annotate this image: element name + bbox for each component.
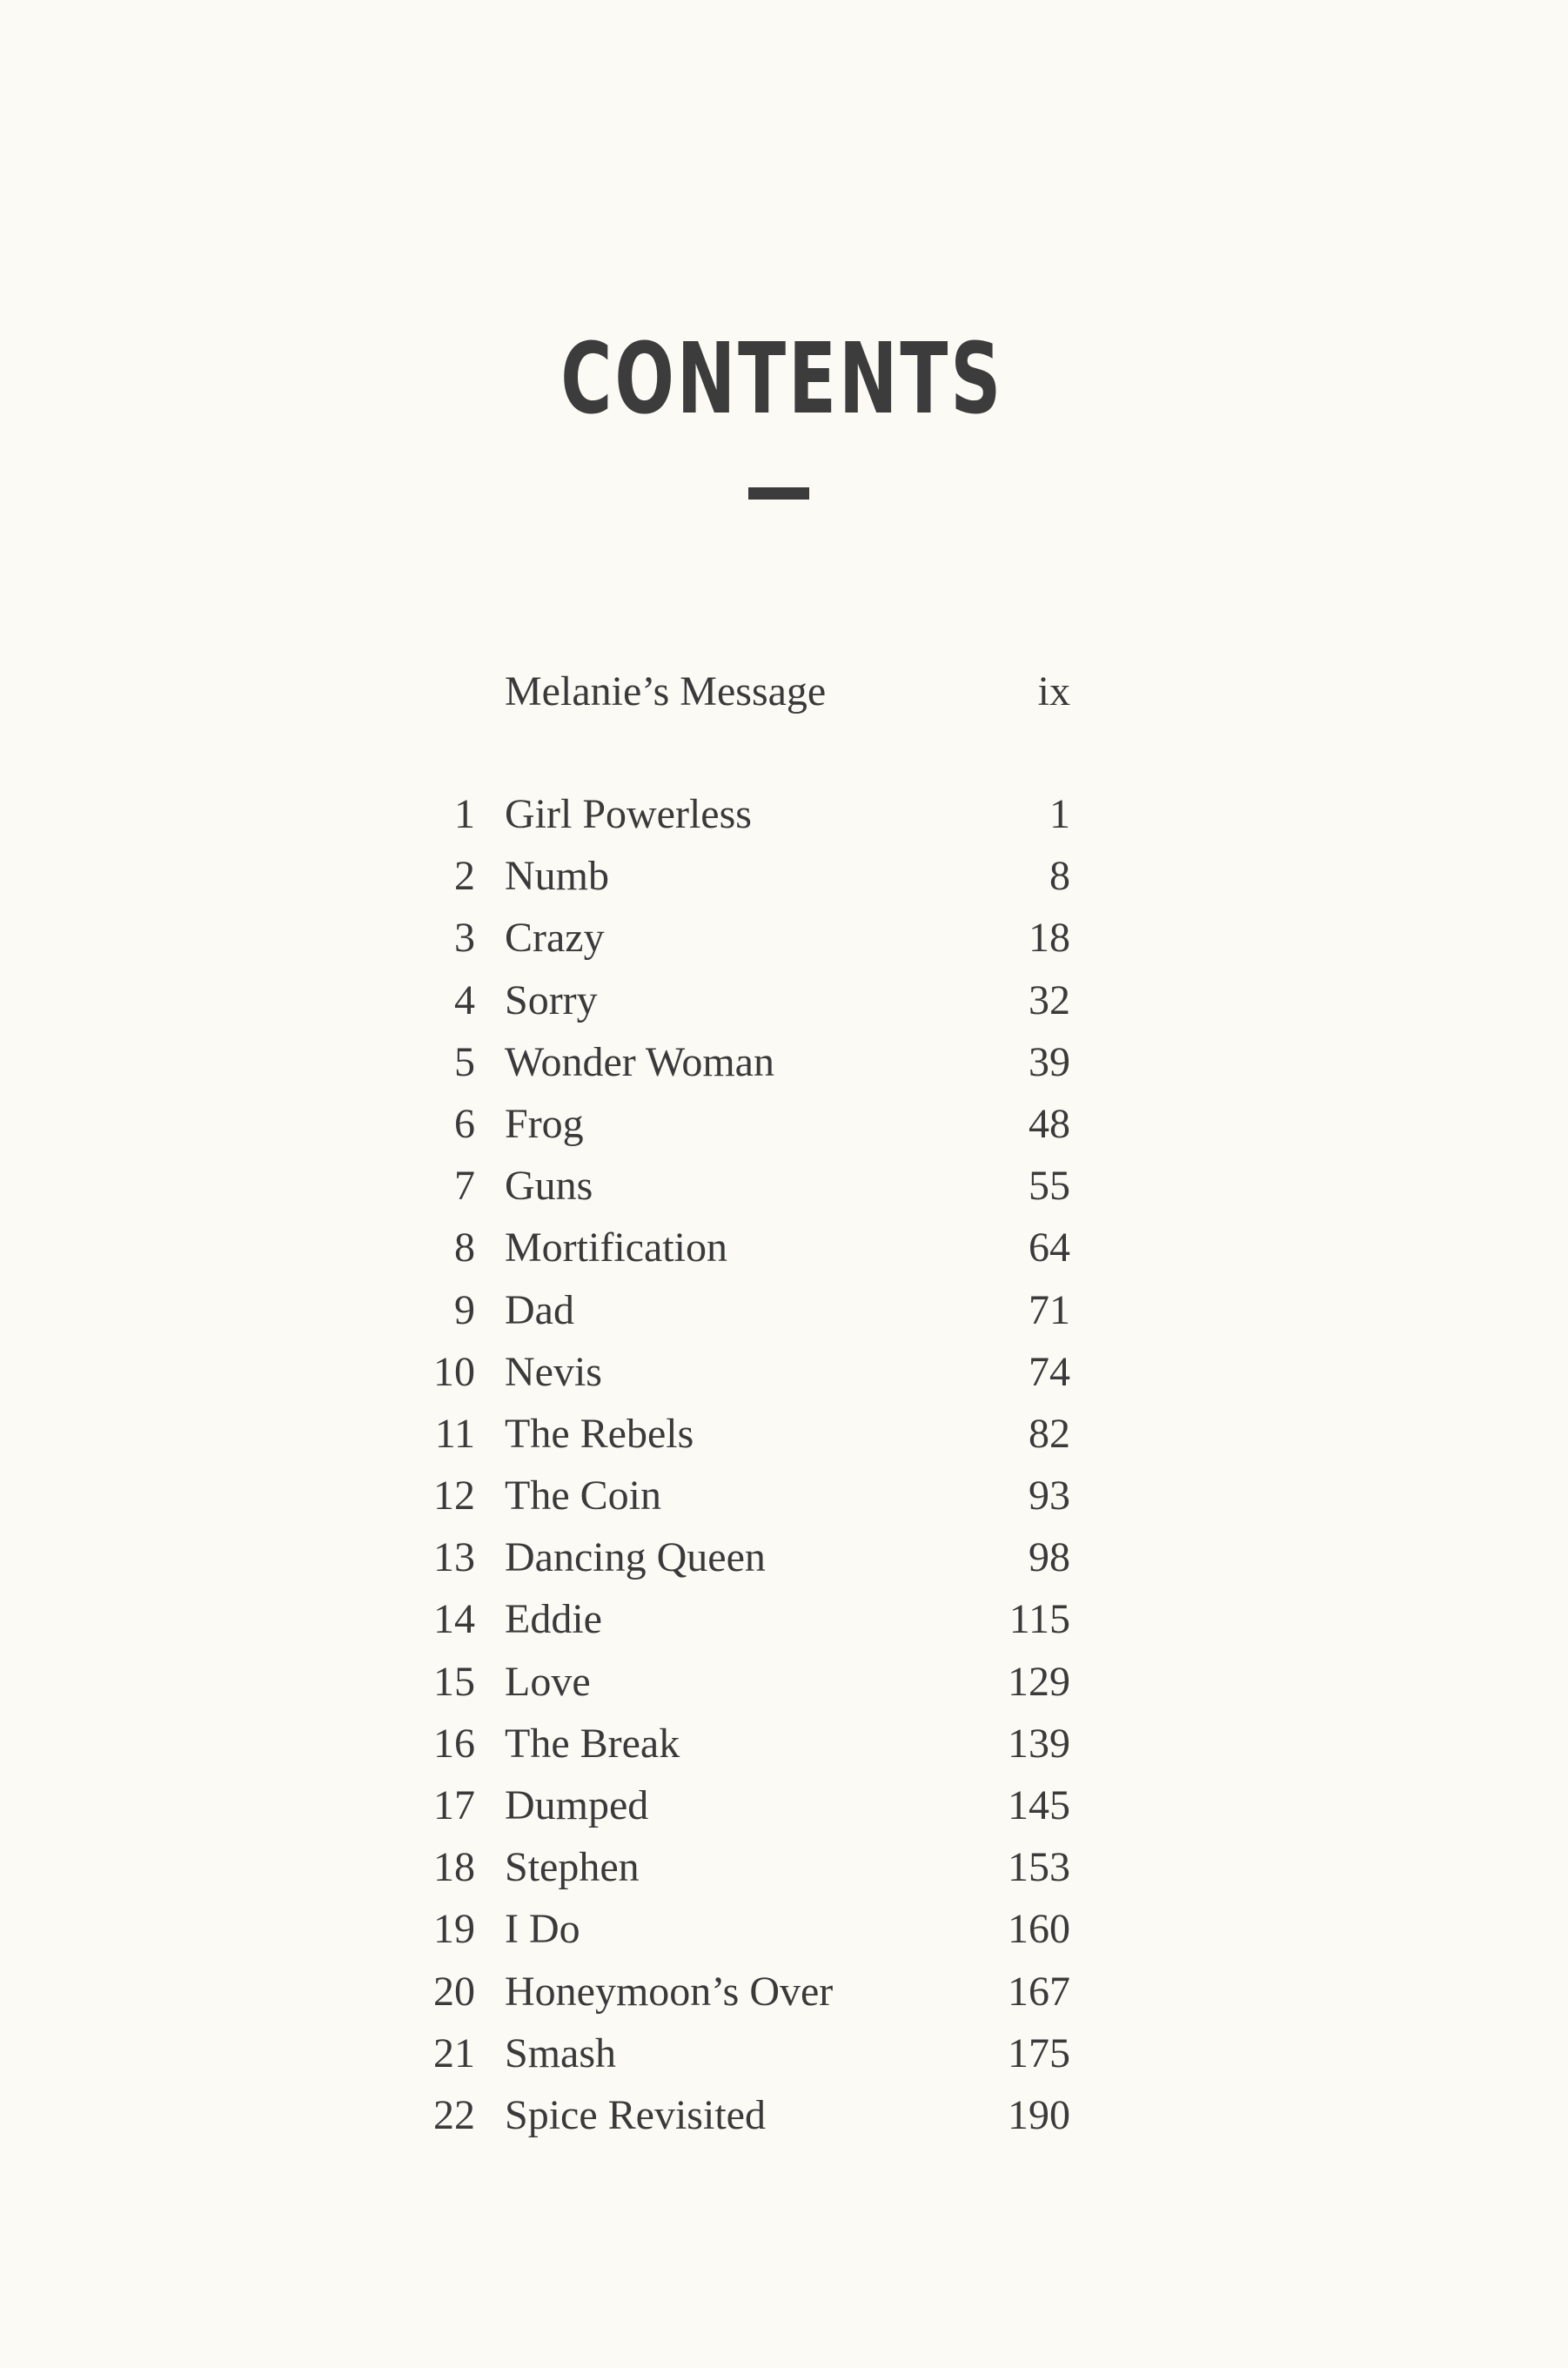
chapter-title: Guns <box>505 1163 593 1210</box>
chapter-title: Dad <box>505 1286 574 1333</box>
chapter-title: Frog <box>505 1100 584 1147</box>
chapter-page-number: 1 <box>1049 791 1070 837</box>
chapter-number: 11 <box>434 1410 475 1457</box>
chapter-page-number: 82 <box>1029 1410 1070 1457</box>
chapter-page-number: 160 <box>1008 1906 1070 1953</box>
chapter-title: The Coin <box>505 1472 661 1519</box>
chapter-number: 8 <box>454 1224 475 1271</box>
preface-title: Melanie’s Message <box>505 668 827 714</box>
chapter-page-number: 190 <box>1008 2091 1070 2138</box>
chapter-page-number: 167 <box>1008 1968 1070 2015</box>
chapter-title: Crazy <box>505 915 605 962</box>
chapter-page-number: 129 <box>1008 1658 1070 1705</box>
chapter-number: 14 <box>433 1596 475 1643</box>
chapter-title: Stephen <box>505 1844 640 1891</box>
chapter-title: Spice Revisited <box>505 2091 766 2138</box>
chapter-title: Numb <box>505 853 609 900</box>
chapter-number: 21 <box>433 2029 475 2076</box>
chapter-title: Sorry <box>505 976 598 1023</box>
chapter-page-number: 153 <box>1008 1844 1070 1891</box>
chapter-number: 10 <box>433 1348 475 1395</box>
chapter-page-number: 39 <box>1029 1038 1070 1085</box>
chapter-number: 13 <box>433 1534 475 1581</box>
chapter-row <box>400 1526 1070 1588</box>
chapter-row <box>400 2023 1070 2084</box>
chapter-title: Mortification <box>505 1224 727 1271</box>
chapter-number: 2 <box>454 853 475 900</box>
chapter-row <box>400 907 1070 969</box>
chapter-number: 6 <box>454 1100 475 1147</box>
chapter-row <box>400 1836 1070 1898</box>
chapter-list <box>400 783 1070 2146</box>
chapter-row <box>400 1403 1070 1465</box>
chapter-number: 22 <box>433 2091 475 2138</box>
chapter-number: 7 <box>454 1163 475 1210</box>
chapter-page-number: 115 <box>1008 1596 1070 1643</box>
chapter-number: 18 <box>433 1844 475 1891</box>
chapter-page-number: 145 <box>1008 1782 1070 1828</box>
chapter-row <box>400 1217 1070 1278</box>
chapter-number: 17 <box>433 1782 475 1828</box>
chapter-row <box>400 1651 1070 1713</box>
chapter-row <box>400 1774 1070 1836</box>
chapter-row <box>400 845 1070 907</box>
chapter-title: I Do <box>505 1906 580 1953</box>
chapter-title: Dumped <box>505 1782 649 1828</box>
chapter-row <box>400 1155 1070 1217</box>
preface-entry <box>505 661 1070 722</box>
chapter-row <box>400 1031 1070 1093</box>
chapter-number: 15 <box>433 1658 475 1705</box>
chapter-title: Girl Powerless <box>505 791 752 837</box>
chapter-number: 16 <box>433 1720 475 1767</box>
chapter-row <box>400 1961 1070 2023</box>
chapter-number: 1 <box>454 791 475 837</box>
chapter-number: 12 <box>433 1472 475 1519</box>
chapter-page-number: 32 <box>1029 976 1070 1023</box>
chapter-number: 3 <box>454 915 475 962</box>
page-title: CONTENTS <box>560 323 1004 436</box>
chapter-row <box>400 783 1070 845</box>
chapter-page-number: 18 <box>1029 915 1070 962</box>
chapter-number: 9 <box>454 1286 475 1333</box>
chapter-row <box>400 2084 1070 2146</box>
chapter-row <box>400 1341 1070 1403</box>
chapter-page-number: 93 <box>1029 1472 1070 1519</box>
chapter-page-number: 8 <box>1049 853 1070 900</box>
chapter-page-number: 175 <box>1008 2029 1070 2076</box>
chapter-number: 5 <box>454 1038 475 1085</box>
chapter-page-number: 48 <box>1029 1100 1070 1147</box>
preface-page-number: ix <box>1037 668 1070 714</box>
chapter-row <box>400 1093 1070 1155</box>
chapter-page-number: 64 <box>1029 1224 1070 1271</box>
chapter-page-number: 74 <box>1029 1348 1070 1395</box>
chapter-number: 20 <box>433 1968 475 2015</box>
chapter-page-number: 55 <box>1029 1163 1070 1210</box>
chapter-title: Honeymoon’s Over <box>505 1968 834 2015</box>
title-divider <box>748 487 809 500</box>
chapter-row <box>400 1588 1070 1650</box>
chapter-row <box>400 1279 1070 1341</box>
chapter-title: Smash <box>505 2029 617 2076</box>
chapter-title: Nevis <box>505 1348 602 1395</box>
chapter-page-number: 139 <box>1008 1720 1070 1767</box>
chapter-row <box>400 1465 1070 1526</box>
chapter-number: 4 <box>454 976 475 1023</box>
chapter-row <box>400 969 1070 1031</box>
chapter-title: Eddie <box>505 1596 602 1643</box>
chapter-page-number: 71 <box>1029 1286 1070 1333</box>
chapter-title: Love <box>505 1658 591 1705</box>
chapter-row <box>400 1713 1070 1774</box>
chapter-number: 19 <box>433 1906 475 1953</box>
chapter-title: The Rebels <box>505 1410 694 1457</box>
chapter-page-number: 98 <box>1029 1534 1070 1581</box>
chapter-title: Dancing Queen <box>505 1534 766 1581</box>
chapter-title: The Break <box>505 1720 680 1767</box>
chapter-row <box>400 1898 1070 1960</box>
chapter-title: Wonder Woman <box>505 1038 774 1085</box>
